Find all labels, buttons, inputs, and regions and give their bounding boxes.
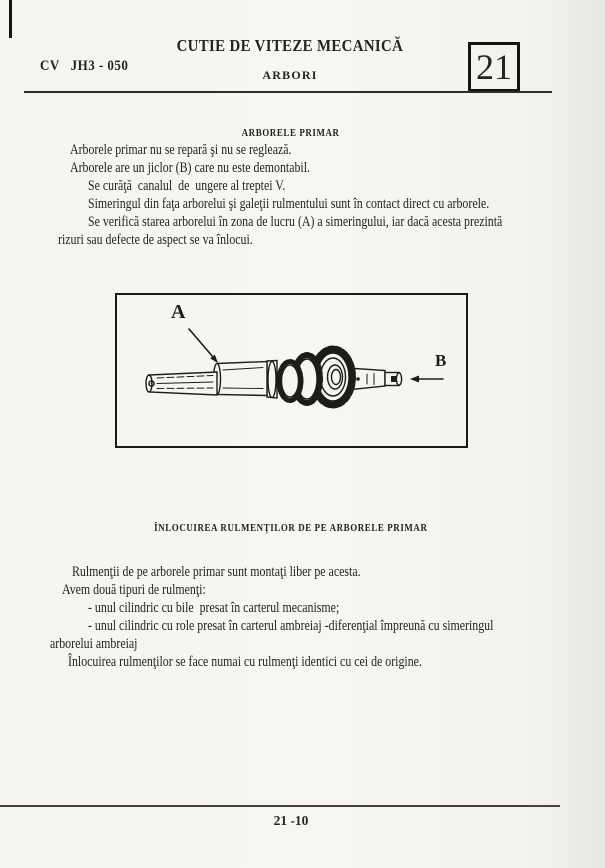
text-line: Arborele primar nu se repară şi nu se reglează.	[70, 142, 292, 158]
text-line: Se curăţă canalul de ungere al treptei V.	[88, 178, 286, 194]
arrow-a-icon	[189, 329, 218, 363]
section-heading-arborele-primar: ARBORELE PRIMAR	[242, 128, 340, 139]
footer-page-ref: 21 -10	[273, 813, 309, 828]
synchro-hub	[267, 361, 277, 399]
figure-label-b: B	[435, 351, 447, 370]
paragraph-arborele-primar	[0, 141, 605, 249]
figure-frame	[115, 293, 468, 448]
arrow-b-icon	[410, 376, 443, 383]
footer-rule	[0, 805, 560, 807]
text-line: Rulmenţii de pe arborele primar sunt montaţi liber pe acesta.	[72, 564, 361, 580]
text-line: Avem două tipuri de rulmenţi:	[62, 582, 206, 598]
figure-label-a: A	[171, 301, 186, 323]
text-line: Se verifică starea arborelui în zona de lucru (A) a simeringului, iar dacă acesta prezintă	[88, 214, 503, 230]
text-line: Înlocuirea rulmenţilor se face numai cu rulmenţi identici cu cei de origine.	[68, 654, 422, 670]
text-line: rizuri sau defecte de aspect se va înlocui.	[58, 232, 253, 248]
paragraph-inlocuirea-rulmentilor	[0, 563, 605, 671]
shaft-splined-tip	[146, 372, 217, 395]
header-rule	[24, 91, 552, 93]
text-line: arborelui ambreiaj	[50, 636, 138, 652]
gear-cluster	[279, 355, 320, 403]
page-title: CUTIE DE VITEZE MECANICĂ	[176, 36, 404, 55]
section-heading-inlocuirea-rulmentilor: ÎNLOCUIREA RULMENŢILOR DE PE ARBORELE PRIMAR	[154, 523, 428, 534]
page-subtitle: ARBORI	[262, 68, 318, 82]
primary-shaft-diagram	[117, 295, 462, 442]
text-line: Simeringul din faţa arborelui şi galeţii rulmentului sunt în contact direct cu arborele.	[88, 196, 490, 212]
page-number-box	[468, 42, 520, 92]
text-line: - unul cilindric cu role presat în carterul ambreiaj -diferenţial împreună cu simeringul	[88, 618, 494, 634]
text-line: - unul cilindric cu bile presat în carterul mecanisme;	[88, 600, 340, 616]
page-number: 21	[476, 47, 512, 87]
text-line: Arborele are un jiclor (B) care nu este demontabil.	[70, 160, 311, 176]
shaft-smooth-section	[214, 362, 268, 396]
scan-artifact-mark	[9, 0, 12, 38]
doc-code: CV JH3 - 050	[40, 58, 129, 74]
